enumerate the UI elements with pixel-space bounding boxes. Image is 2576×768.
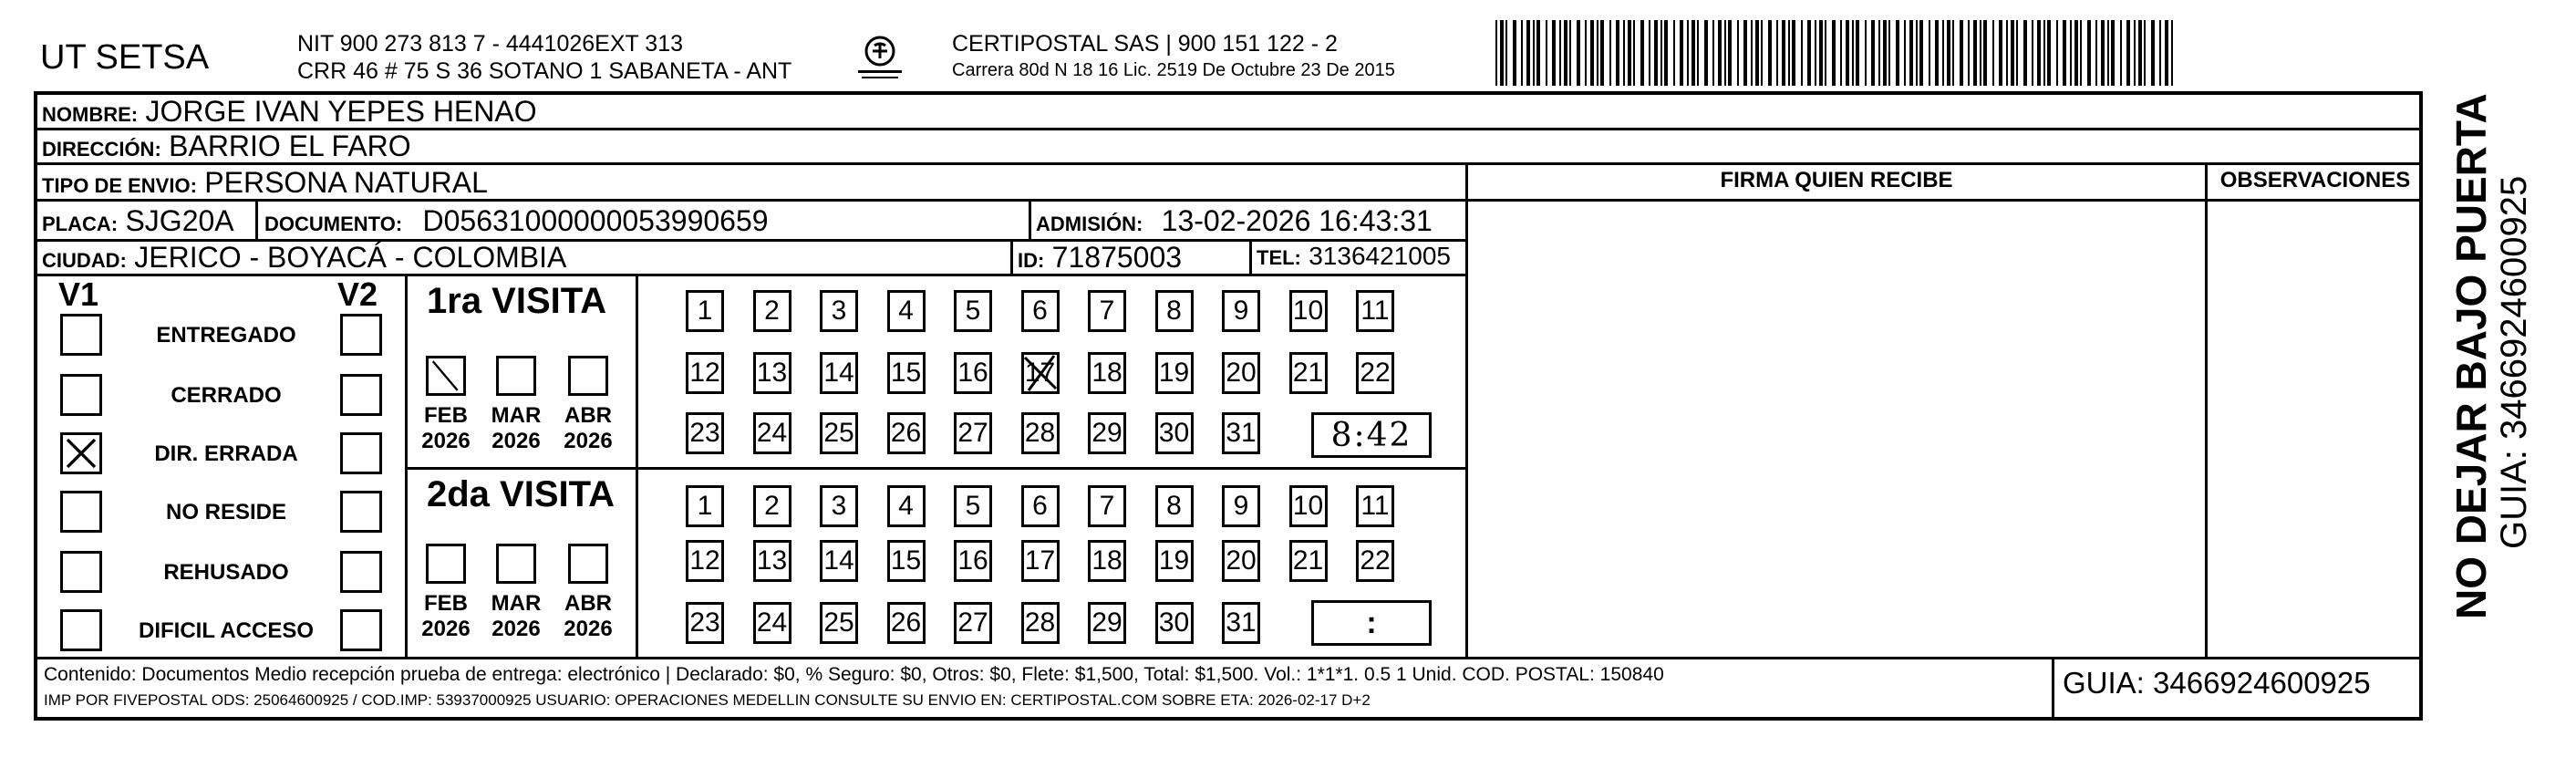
day-number: 6	[1032, 296, 1048, 326]
day-checkbox[interactable]	[887, 352, 926, 394]
id-field	[1018, 241, 1182, 275]
day-number: 6	[1032, 491, 1048, 521]
day-checkbox[interactable]	[954, 412, 992, 454]
day-checkbox[interactable]	[1222, 352, 1260, 394]
day-checkbox[interactable]	[1088, 540, 1126, 582]
day-number: 25	[823, 418, 854, 448]
month-year: 2026	[491, 617, 541, 641]
day-number: 7	[1099, 491, 1115, 521]
day-checkbox[interactable]	[1088, 602, 1126, 644]
day-checkbox[interactable]	[1155, 485, 1194, 527]
observaciones-header: OBSERVACIONES	[2219, 168, 2411, 192]
day-checkbox[interactable]	[1155, 290, 1194, 332]
day-checkbox[interactable]	[1289, 290, 1328, 332]
status-label: NO RESIDE	[165, 500, 287, 524]
day-number: 22	[1360, 545, 1391, 576]
day-checkbox[interactable]	[686, 412, 724, 454]
tel-field	[1257, 241, 1451, 272]
day-number: 2	[764, 296, 780, 326]
day-number: 18	[1091, 545, 1122, 576]
v2-checkbox[interactable]	[340, 551, 382, 593]
day-checkbox[interactable]	[1021, 540, 1060, 582]
day-number: 25	[823, 607, 854, 638]
day-checkbox[interactable]	[753, 412, 791, 454]
v2-checkbox[interactable]	[340, 314, 382, 356]
day-checkbox[interactable]	[1021, 412, 1060, 454]
v1-checkbox[interactable]	[60, 314, 102, 356]
certipostal-logo	[853, 33, 907, 88]
guia-box: GUIA: 3466924600925	[2063, 666, 2371, 700]
day-checkbox[interactable]	[686, 290, 724, 332]
nombre-field	[42, 95, 537, 129]
day-checkbox[interactable]	[686, 352, 724, 394]
placa-value: SJG20A	[125, 204, 234, 237]
observaciones-area[interactable]	[2209, 202, 2421, 655]
day-checkbox[interactable]	[887, 290, 926, 332]
day-checkbox[interactable]	[1155, 602, 1194, 644]
day-checkbox[interactable]	[820, 540, 858, 582]
day-checkbox[interactable]	[820, 485, 858, 527]
nit-line: NIT 900 273 813 7 - 4441026EXT 313	[297, 31, 684, 57]
status-label: REHUSADO	[163, 560, 289, 585]
v2-checkbox[interactable]	[340, 609, 382, 651]
documento-field	[264, 204, 769, 238]
v2-checkbox[interactable]	[340, 491, 382, 533]
day-number: 19	[1158, 545, 1190, 576]
day-checkbox[interactable]	[820, 412, 858, 454]
v1-checkbox[interactable]	[60, 609, 102, 651]
day-number: 4	[898, 296, 914, 326]
day-number: 26	[890, 607, 922, 638]
day-number: 12	[689, 545, 720, 576]
visit2-time: :	[1366, 605, 1377, 640]
day-number: 3	[831, 491, 847, 521]
month-label: ABR	[564, 403, 612, 428]
day-checkbox[interactable]	[887, 485, 926, 527]
company-name: UT SETSA	[40, 38, 210, 77]
day-number: 14	[823, 358, 854, 388]
day-number: 11	[1360, 491, 1390, 521]
day-number: 31	[1226, 418, 1257, 448]
admision-label: ADMISIÓN:	[1036, 213, 1143, 235]
day-number: 8	[1166, 296, 1182, 326]
day-checkbox[interactable]	[1222, 412, 1260, 454]
day-checkbox[interactable]	[954, 485, 992, 527]
month-label: ABR	[564, 591, 612, 616]
day-checkbox[interactable]	[753, 352, 791, 394]
day-number: 20	[1226, 545, 1257, 576]
month-year: 2026	[564, 429, 613, 453]
day-checkbox[interactable]	[1222, 602, 1260, 644]
day-checkbox[interactable]	[753, 485, 791, 527]
documento-label: DOCUMENTO:	[264, 213, 403, 235]
day-checkbox[interactable]	[954, 602, 992, 644]
day-number: 9	[1233, 491, 1249, 521]
day-checkbox[interactable]	[887, 412, 926, 454]
visit2-title: 2da VISITA	[427, 474, 615, 514]
signature-area[interactable]	[1470, 202, 2203, 655]
day-checkbox[interactable]	[686, 540, 724, 582]
day-number: 29	[1091, 607, 1122, 638]
day-number: 10	[1292, 491, 1324, 521]
day-number: 4	[898, 491, 914, 521]
day-checkbox[interactable]	[686, 602, 724, 644]
status-label: ENTREGADO	[156, 323, 296, 348]
day-number: 29	[1091, 418, 1122, 448]
day-number: 13	[756, 545, 788, 576]
month-label: MAR	[491, 591, 542, 616]
day-number: 7	[1099, 296, 1115, 326]
day-checkbox[interactable]	[820, 352, 858, 394]
direccion-value: BARRIO EL FARO	[169, 130, 411, 162]
day-checkbox[interactable]	[1021, 602, 1060, 644]
day-number: 5	[965, 296, 981, 326]
day-checkbox[interactable]	[954, 352, 992, 394]
day-number: 15	[890, 545, 922, 576]
admision-field	[1036, 204, 1433, 238]
day-number: 19	[1158, 358, 1190, 388]
day-number: 30	[1158, 607, 1190, 638]
v1-header: V1	[58, 275, 99, 313]
day-number: 28	[1024, 607, 1056, 638]
direccion-label: DIRECCIÓN:	[42, 138, 161, 161]
v2-checkbox[interactable]	[340, 374, 382, 416]
day-checkbox[interactable]	[753, 540, 791, 582]
placa-field	[42, 204, 234, 238]
day-number: 30	[1158, 418, 1190, 448]
nombre-value: JORGE IVAN YEPES HENAO	[145, 95, 537, 128]
day-checkbox[interactable]	[686, 485, 724, 527]
day-checkbox[interactable]	[1155, 412, 1194, 454]
day-number: 12	[689, 358, 720, 388]
status-label: DIR. ERRADA	[154, 441, 298, 466]
day-number: 22	[1360, 358, 1391, 388]
v1-checkbox[interactable]	[60, 432, 102, 474]
license-line: Carrera 80d N 18 16 Lic. 2519 De Octubre 23 De 2015	[952, 60, 1395, 80]
nombre-label: NOMBRE:	[42, 103, 139, 126]
day-checkbox[interactable]	[1356, 485, 1394, 527]
v2-header: V2	[337, 275, 378, 313]
day-number: 21	[1292, 358, 1324, 388]
day-checkbox[interactable]	[1155, 352, 1194, 394]
firma-header: FIRMA QUIEN RECIBE	[1720, 168, 1953, 192]
day-number: 15	[890, 358, 922, 388]
day-checkbox[interactable]	[1088, 412, 1126, 454]
day-number: 23	[689, 607, 720, 638]
day-number: 27	[957, 607, 988, 638]
day-checkbox[interactable]	[1021, 290, 1060, 332]
day-number: 10	[1292, 296, 1324, 326]
day-checkbox[interactable]	[1088, 290, 1126, 332]
day-checkbox[interactable]	[1222, 540, 1260, 582]
day-number: 27	[957, 418, 988, 448]
day-checkbox[interactable]	[1356, 290, 1394, 332]
ciudad-field	[42, 241, 566, 275]
month-checkbox[interactable]	[496, 356, 536, 396]
day-number: 20	[1226, 358, 1257, 388]
v2-checkbox[interactable]	[340, 432, 382, 474]
day-number: 3	[831, 296, 847, 326]
visit1-time-box[interactable]	[1311, 412, 1432, 458]
v1-checkbox[interactable]	[60, 551, 102, 593]
v1-checkbox[interactable]	[60, 374, 102, 416]
day-number: 31	[1226, 607, 1257, 638]
day-number: 1	[697, 296, 713, 326]
status-label: CERRADO	[171, 383, 282, 408]
direccion-field	[42, 130, 411, 163]
day-checkbox[interactable]	[1088, 485, 1126, 527]
day-number: 23	[689, 418, 720, 448]
day-checkbox[interactable]	[1088, 352, 1126, 394]
month-label: FEB	[424, 591, 468, 616]
id-label: ID:	[1018, 249, 1045, 272]
tel-label: TEL:	[1257, 246, 1301, 269]
carrier-line: CERTIPOSTAL SAS | 900 151 122 - 2	[952, 31, 1338, 57]
day-checkbox[interactable]	[1289, 352, 1328, 394]
day-number: 11	[1360, 296, 1390, 326]
day-number: 16	[957, 545, 988, 576]
day-number: 13	[756, 358, 788, 388]
month-year: 2026	[564, 617, 613, 641]
admision-value: 13-02-2026 16:43:31	[1161, 204, 1433, 237]
visit1-title: 1ra VISITA	[427, 281, 607, 321]
barcode	[1495, 20, 2179, 86]
month-year: 2026	[421, 617, 471, 641]
day-checkbox[interactable]	[954, 540, 992, 582]
day-number: 28	[1024, 418, 1056, 448]
day-checkbox[interactable]	[887, 602, 926, 644]
day-checkbox[interactable]	[1222, 290, 1260, 332]
day-checkbox[interactable]	[954, 290, 992, 332]
month-year: 2026	[491, 429, 541, 453]
month-label: FEB	[424, 403, 468, 428]
month-checkbox[interactable]	[568, 356, 608, 396]
ciudad-value: JERICO - BOYACÁ - COLOMBIA	[134, 241, 567, 274]
month-checkbox[interactable]	[426, 544, 466, 584]
side-guia: GUIA: 3466924600925	[2494, 175, 2534, 549]
day-checkbox[interactable]	[753, 602, 791, 644]
tipo-envio-value: PERSONA NATURAL	[204, 166, 488, 199]
day-number: 24	[756, 418, 788, 448]
day-checkbox[interactable]	[1356, 352, 1394, 394]
day-checkbox[interactable]	[1289, 485, 1328, 527]
month-checkbox[interactable]	[496, 544, 536, 584]
day-checkbox[interactable]	[1356, 540, 1394, 582]
day-number: 18	[1091, 358, 1122, 388]
documento-value: D05631000000053990659	[422, 204, 769, 237]
day-checkbox[interactable]	[1155, 540, 1194, 582]
month-label: MAR	[491, 403, 542, 428]
day-number: 16	[957, 358, 988, 388]
day-number: 5	[965, 491, 981, 521]
day-checkbox[interactable]	[820, 290, 858, 332]
tel-value: 3136421005	[1309, 242, 1451, 270]
id-value: 71875003	[1051, 241, 1183, 274]
day-number: 17	[1024, 545, 1056, 576]
ciudad-label: CIUDAD:	[42, 249, 127, 272]
day-number: 8	[1166, 491, 1182, 521]
placa-label: PLACA:	[42, 213, 119, 235]
day-number: 21	[1292, 545, 1324, 576]
no-dejar-bajo-puerta: NO DEJAR BAJO PUERTA	[2447, 93, 2495, 619]
day-number: 14	[823, 545, 854, 576]
sender-address: CRR 46 # 75 S 36 SOTANO 1 SABANETA - ANT	[297, 58, 792, 84]
day-number: 9	[1233, 296, 1249, 326]
day-checkbox[interactable]	[1021, 485, 1060, 527]
imp-line: IMP POR FIVEPOSTAL ODS: 25064600925 / COD.IMP: 53937000925 USUARIO: OPERACIONES MEDELLIN CONSULTE SU ENVIO EN: CERTIPOSTAL.COM SOBRE ETA: 2026-02-17 D+2	[44, 691, 1371, 709]
day-checkbox[interactable]	[753, 290, 791, 332]
day-checkbox[interactable]	[1289, 540, 1328, 582]
month-checkbox[interactable]	[568, 544, 608, 584]
day-checkbox[interactable]	[1222, 485, 1260, 527]
month-checkbox[interactable]	[426, 356, 466, 396]
visit2-time-box[interactable]	[1311, 600, 1432, 646]
status-label: DIFICIL ACCESO	[138, 618, 314, 643]
day-checkbox[interactable]	[1021, 352, 1060, 394]
day-checkbox[interactable]	[820, 602, 858, 644]
visit1-time: 8:42	[1330, 416, 1412, 454]
v1-checkbox[interactable]	[60, 491, 102, 533]
day-number: 26	[890, 418, 922, 448]
contenido-line: Contenido: Documentos Medio recepción prueba de entrega: electrónico | Declarado: $0, % Seguro: $0, Otros: $0, Flete: $1,500, Total: $1,500. Vol.: 1*1*1. 0.5 1 Unid. COD. POSTAL: 150840	[44, 664, 1664, 685]
tipo-envio-field	[42, 166, 488, 200]
day-checkbox[interactable]	[887, 540, 926, 582]
day-number: 17	[1024, 358, 1056, 388]
tipo-envio-label: TIPO DE ENVIO:	[42, 174, 197, 197]
day-number: 1	[697, 491, 713, 521]
month-year: 2026	[421, 429, 471, 453]
day-number: 24	[756, 607, 788, 638]
day-number: 2	[764, 491, 780, 521]
